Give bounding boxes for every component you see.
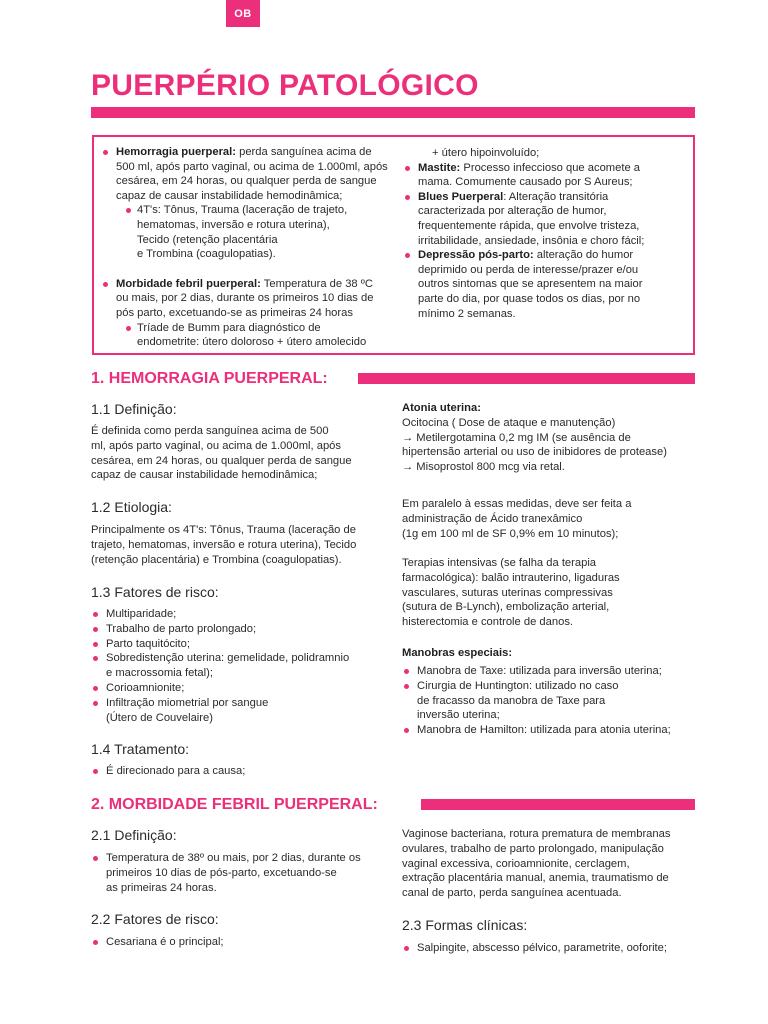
text-line: parte do dia, por quase todos os dias, por no: [418, 292, 641, 305]
text-line: (1g em 100 ml de SF 0,9% em 10 minutos);: [402, 527, 619, 540]
text-line: endometrite: útero doloroso + útero amolecido: [137, 336, 367, 349]
ob-badge: OB: [226, 0, 260, 27]
section2-heading-text: 2. MORBIDADE FEBRIL PUERPERAL:: [91, 796, 378, 813]
risk-2-2-list: [91, 935, 391, 950]
summary-morbidade: [100, 277, 392, 350]
atonia-block: [402, 401, 702, 475]
summary-hemorragia: [100, 145, 392, 262]
list-item: [91, 935, 391, 950]
section2-bar: [421, 799, 695, 810]
summary-right-column: [402, 146, 690, 321]
def-1-1-text: [91, 424, 391, 483]
text-line: É definida como perda sanguínea acima de 500: [91, 425, 329, 437]
text-line: Corioamnionite;: [106, 681, 185, 694]
text-line: perda sanguínea acima de: [236, 146, 372, 158]
def-2-1-list: [91, 851, 391, 895]
summary-triade-bumm: [124, 321, 392, 350]
text-line: Temperatura de 38º ou mais, por 2 dias, durante os: [106, 852, 361, 864]
text-line: Cesariana é o principal;: [106, 936, 224, 948]
text-line: ovulares, trabalho de parto prolongado, manipulação: [402, 842, 664, 855]
section1-heading: [91, 370, 328, 388]
list-item: [91, 651, 391, 681]
text-line: ou mais, por 2 dias, durante os primeiros 10 dias de: [116, 292, 374, 305]
text-line: 4T's: Tônus, Trauma (laceração de trajeto,: [137, 204, 348, 217]
text-line: (sutura de B-Lynch), embolização arterial,: [402, 601, 610, 614]
atonia-title: Atonia uterina:: [402, 402, 481, 414]
text-line: (retenção placentária) e Trombina (coagulopatias).: [91, 553, 342, 566]
text-line: hipertensão arterial ou uso de inibidores de protease): [402, 446, 667, 459]
summary-depressao: [402, 248, 690, 321]
text-line: Cirurgia de Huntington: utilizado no caso: [417, 679, 619, 692]
list-item: [91, 764, 391, 779]
text-line: as primeiras 24 horas.: [106, 881, 217, 894]
manobras-list: [402, 664, 702, 738]
text-line: → Misoprostol 800 mcg via retal.: [402, 461, 565, 474]
text-line: Parto taquitócito;: [106, 637, 190, 650]
text-line: canal de parto, perda sanguínea acentuada.: [402, 887, 622, 900]
text-line: capaz de causar instabilidade hemodinâmica;: [91, 469, 318, 482]
text-line: Manobra de Hamilton: utilizada para atonia uterina;: [417, 724, 671, 737]
text-line: : Alteração transitória: [503, 190, 609, 203]
text-line: capaz de causar instabilidade hemodinâmica;: [116, 189, 343, 202]
text-line: hematomas, inversão e rotura uterina),: [137, 218, 330, 231]
forms-2-3-list: [402, 941, 702, 956]
text-line: inversão uterina;: [417, 709, 500, 722]
list-item: [402, 664, 702, 679]
text-line: frequentemente rápida, que envolve tristeza,: [418, 219, 640, 232]
list-item: [402, 941, 702, 956]
text-line: Manobra de Taxe: utilizada para inversão uterina;: [417, 665, 662, 677]
list-item: [91, 681, 391, 696]
text-line: ml, após parto vaginal, ou acima de 1.000ml, após: [91, 439, 341, 452]
terapias-block: [402, 556, 702, 630]
text-line: cesárea, em 24 horas, ou qualquer perda de sangue: [116, 175, 377, 188]
text-line: vasculares, suturas uterinas compressivas: [402, 586, 613, 599]
text-line: farmacológica): balão intrauterino, ligaduras: [402, 571, 620, 584]
blues-term: Blues Puerperal: [418, 190, 504, 203]
text-line: Em paralelo à essas medidas, deve ser feita a: [402, 498, 632, 510]
text-line: Terapias intensivas (se falha da terapia: [402, 557, 597, 569]
forms-2-3-title: 2.3 Formas clínicas:: [402, 917, 528, 933]
text-line: mínimo 2 semanas.: [418, 307, 516, 320]
risk-1-3-title: 1.3 Fatores de risco:: [91, 584, 219, 600]
risk-2-2-title: 2.2 Fatores de risco:: [91, 911, 219, 927]
text-line: primeiros 10 dias de pós-parto, excetuando-se: [106, 866, 337, 879]
def-1-1-title: 1.1 Definição:: [91, 401, 177, 417]
text-line: administração de Ácido tranexâmico: [402, 512, 583, 525]
etio-1-2-title: 1.2 Etiologia:: [91, 499, 172, 515]
text-line: → Metilergotamina 0,2 mg IM (se ausência de: [402, 431, 631, 444]
list-item: [91, 851, 391, 895]
risk-2-2-continuation: [402, 827, 702, 901]
text-line: Salpingite, abscesso pélvico, parametrite, ooforite;: [417, 942, 667, 954]
mastite-term: Mastite:: [418, 161, 461, 174]
text-line: Principalmente os 4T's: Tônus, Trauma (laceração de: [91, 524, 356, 536]
text-line: pós parto, excetuando-se as primeiras 24 horas: [116, 306, 353, 319]
text-line: trajeto, hematomas, inversão e rotura uterina), Tecido: [91, 538, 357, 551]
summary-left-column: [100, 145, 392, 350]
triade-continuation: + útero hipoinvoluído;: [432, 147, 540, 159]
section1-heading-text: 1. HEMORRAGIA PUERPERAL:: [91, 370, 328, 387]
title-underline-bar: [91, 107, 695, 118]
text-line: Vaginose bacteriana, rotura prematura de membranas: [402, 828, 671, 840]
risk-1-3-list: [91, 607, 391, 725]
text-line: Processo infeccioso que acomete a: [460, 161, 641, 174]
text-line: deprimido ou perda de interesse/prazer e/ou: [418, 263, 639, 276]
summary-blues: [402, 190, 690, 248]
text-line: vaginal excessiva, corioamnionite, cerclagem,: [402, 857, 630, 870]
text-line: Multiparidade;: [106, 608, 177, 620]
text-line: extração placentária manual, anemia, traumatismo de: [402, 872, 669, 885]
section2-heading: [91, 796, 378, 814]
section1-bar: [358, 373, 695, 384]
text-line: 500 ml, após parto vaginal, ou acima de 1.000ml, após: [116, 160, 388, 173]
text-line: mama. Comumente causado por S Aureus;: [418, 176, 633, 189]
list-item: [402, 679, 702, 723]
depressao-term: Depressão pós-parto:: [418, 249, 534, 262]
text-line: irritabilidade, ansiedade, insônia e choro fácil;: [418, 234, 645, 247]
list-item: [402, 723, 702, 738]
list-item: [91, 696, 391, 726]
list-item: [91, 607, 391, 622]
page-title: PUERPÉRIO PATOLÓGICO: [91, 69, 479, 102]
text-line: outros sintomas que se apresentem na maior: [418, 278, 643, 291]
text-line: caracterizada por alteração de humor,: [418, 205, 607, 218]
text-line: cesárea, em 24 horas, ou qualquer perda de sangue: [91, 454, 352, 467]
etio-1-2-text: [91, 523, 391, 567]
summary-box: [92, 135, 695, 355]
hemorragia-term: Hemorragia puerperal:: [116, 146, 236, 158]
manobras-title-text: Manobras especiais:: [402, 647, 513, 659]
morbidade-term: Morbidade febril puerperal:: [116, 277, 261, 290]
text-line: Trabalho de parto prolongado;: [106, 622, 257, 635]
text-line: Tríade de Bumm para diagnóstico de: [137, 321, 321, 334]
text-line: de fracasso da manobra de Taxe para: [417, 694, 606, 707]
text-line: Tecido (retenção placentária: [137, 233, 278, 246]
text-line: histerectomia e controle de danos.: [402, 616, 574, 629]
text-line: alteração do humor: [533, 249, 634, 262]
text-line: Temperatura de 38 ºC: [260, 277, 373, 290]
text-line: Ocitocina ( Dose de ataque e manutenção): [402, 416, 616, 429]
text-line: É direcionado para a causa;: [106, 765, 246, 777]
summary-mastite: [402, 161, 690, 190]
text-line: e Trombina (coagulopatias).: [137, 248, 276, 261]
paralelo-block: [402, 497, 702, 541]
list-item: [91, 637, 391, 652]
text-line: Infiltração miometrial por sangue: [106, 696, 269, 709]
treat-1-4-list: [91, 764, 391, 779]
def-2-1-title: 2.1 Definição:: [91, 827, 177, 843]
text-line: (Útero de Couvelaire): [106, 711, 213, 724]
manobras-title: [402, 646, 702, 661]
list-item: [91, 622, 391, 637]
text-line: Sobredistenção uterina: gemelidade, polidramnio: [106, 652, 350, 665]
text-line: e macrossomia fetal);: [106, 667, 213, 680]
treat-1-4-title: 1.4 Tratamento:: [91, 741, 190, 757]
summary-4ts: [124, 203, 392, 261]
